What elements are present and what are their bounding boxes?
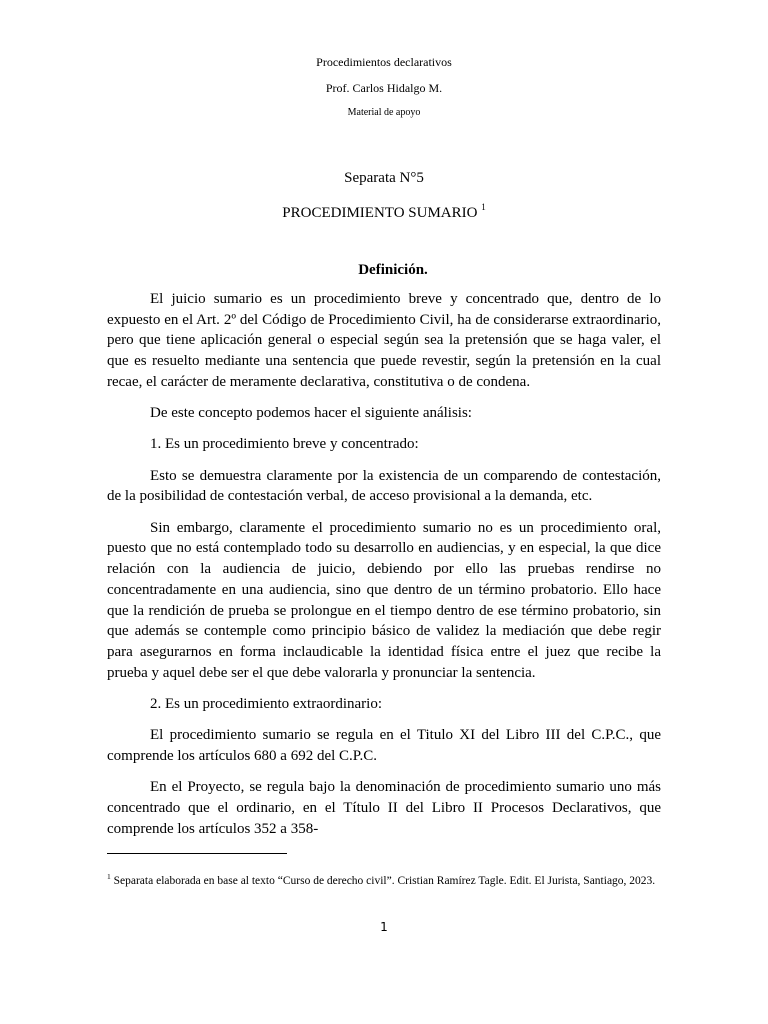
paragraph: El juicio sumario es un procedimiento breve y concentrado que, dentro de lo expuesto en el Art. 2º del Código de Procedimiento Civil, ha de considerarse extraordinario, pero que tiene aplicación general o especial según sea la pretensión que se haga valer, el que es resuelto mediante una sentencia que puede revestir, según la pretensión en la cual recae, el carácter de meramente declarativa, constitutiva o de condena. <box>107 291 661 390</box>
document-title-text: PROCEDIMIENTO SUMARIO <box>282 205 478 221</box>
title-footnote-ref: 1 <box>481 202 486 212</box>
footnote-separator <box>107 853 287 854</box>
page-number: 1 <box>380 920 388 934</box>
paragraph: 2. Es un procedimiento extraordinario: <box>150 695 383 712</box>
paragraph: 1. Es un procedimiento breve y concentrado: <box>150 436 419 453</box>
separata-number: Separata N°5 <box>344 170 424 186</box>
paragraph: De este concepto podemos hacer el siguiente análisis: <box>150 405 472 422</box>
footnote-number: 1 <box>107 872 111 881</box>
section-heading: Definición. <box>358 262 428 278</box>
paragraph: Sin embargo, claramente el procedimiento sumario no es un procedimiento oral, puesto que no está contemplado todo su desarrollo en audiencias, y en especial, la que dice relación con la audiencia de juicio, debiendo por ello las pruebas rendirse no concentradamente en una audiencia, sino que dentro de un término probatorio. Ello hace que la rendición de prueba se prolongue en el tiempo dentro de ese término probatorio, sin que además se contemple como principio básico de validez la mediación que debe regir para asegurarnos en forma inclaudicable la identidad física entre el juez que recibe la prueba y aquel debe ser el que debe valorarla y pronunciar la sentencia. <box>107 519 661 681</box>
paragraph: El procedimiento sumario se regula en el Titulo XI del Libro III del C.P.C., que comprende los artículos 680 a 692 del C.P.C. <box>107 727 661 764</box>
body-text <box>107 289 661 850</box>
header-course: Procedimientos declarativos <box>316 55 452 69</box>
document-title <box>0 199 768 222</box>
header-professor: Prof. Carlos Hidalgo M. <box>325 81 443 95</box>
paragraph: Esto se demuestra claramente por la existencia de un comparendo de contestación, de la posibilidad de contestación verbal, de acceso provisional a la demanda, etc. <box>107 467 661 505</box>
footnote <box>107 868 661 890</box>
footnote-text: Separata elaborada en base al texto “Curso de derecho civil”. Cristian Ramírez Tagle. Edit. El Jurista, Santiago, 2023. <box>113 874 656 887</box>
header-material: Material de apoyo <box>347 107 421 118</box>
paragraph: En el Proyecto, se regula bajo la denominación de procedimiento sumario uno más concentrado que el ordinario, en el Título II del Libro II Procesos Declarativos, que comprende los artículos 352 a 358- <box>107 779 661 837</box>
